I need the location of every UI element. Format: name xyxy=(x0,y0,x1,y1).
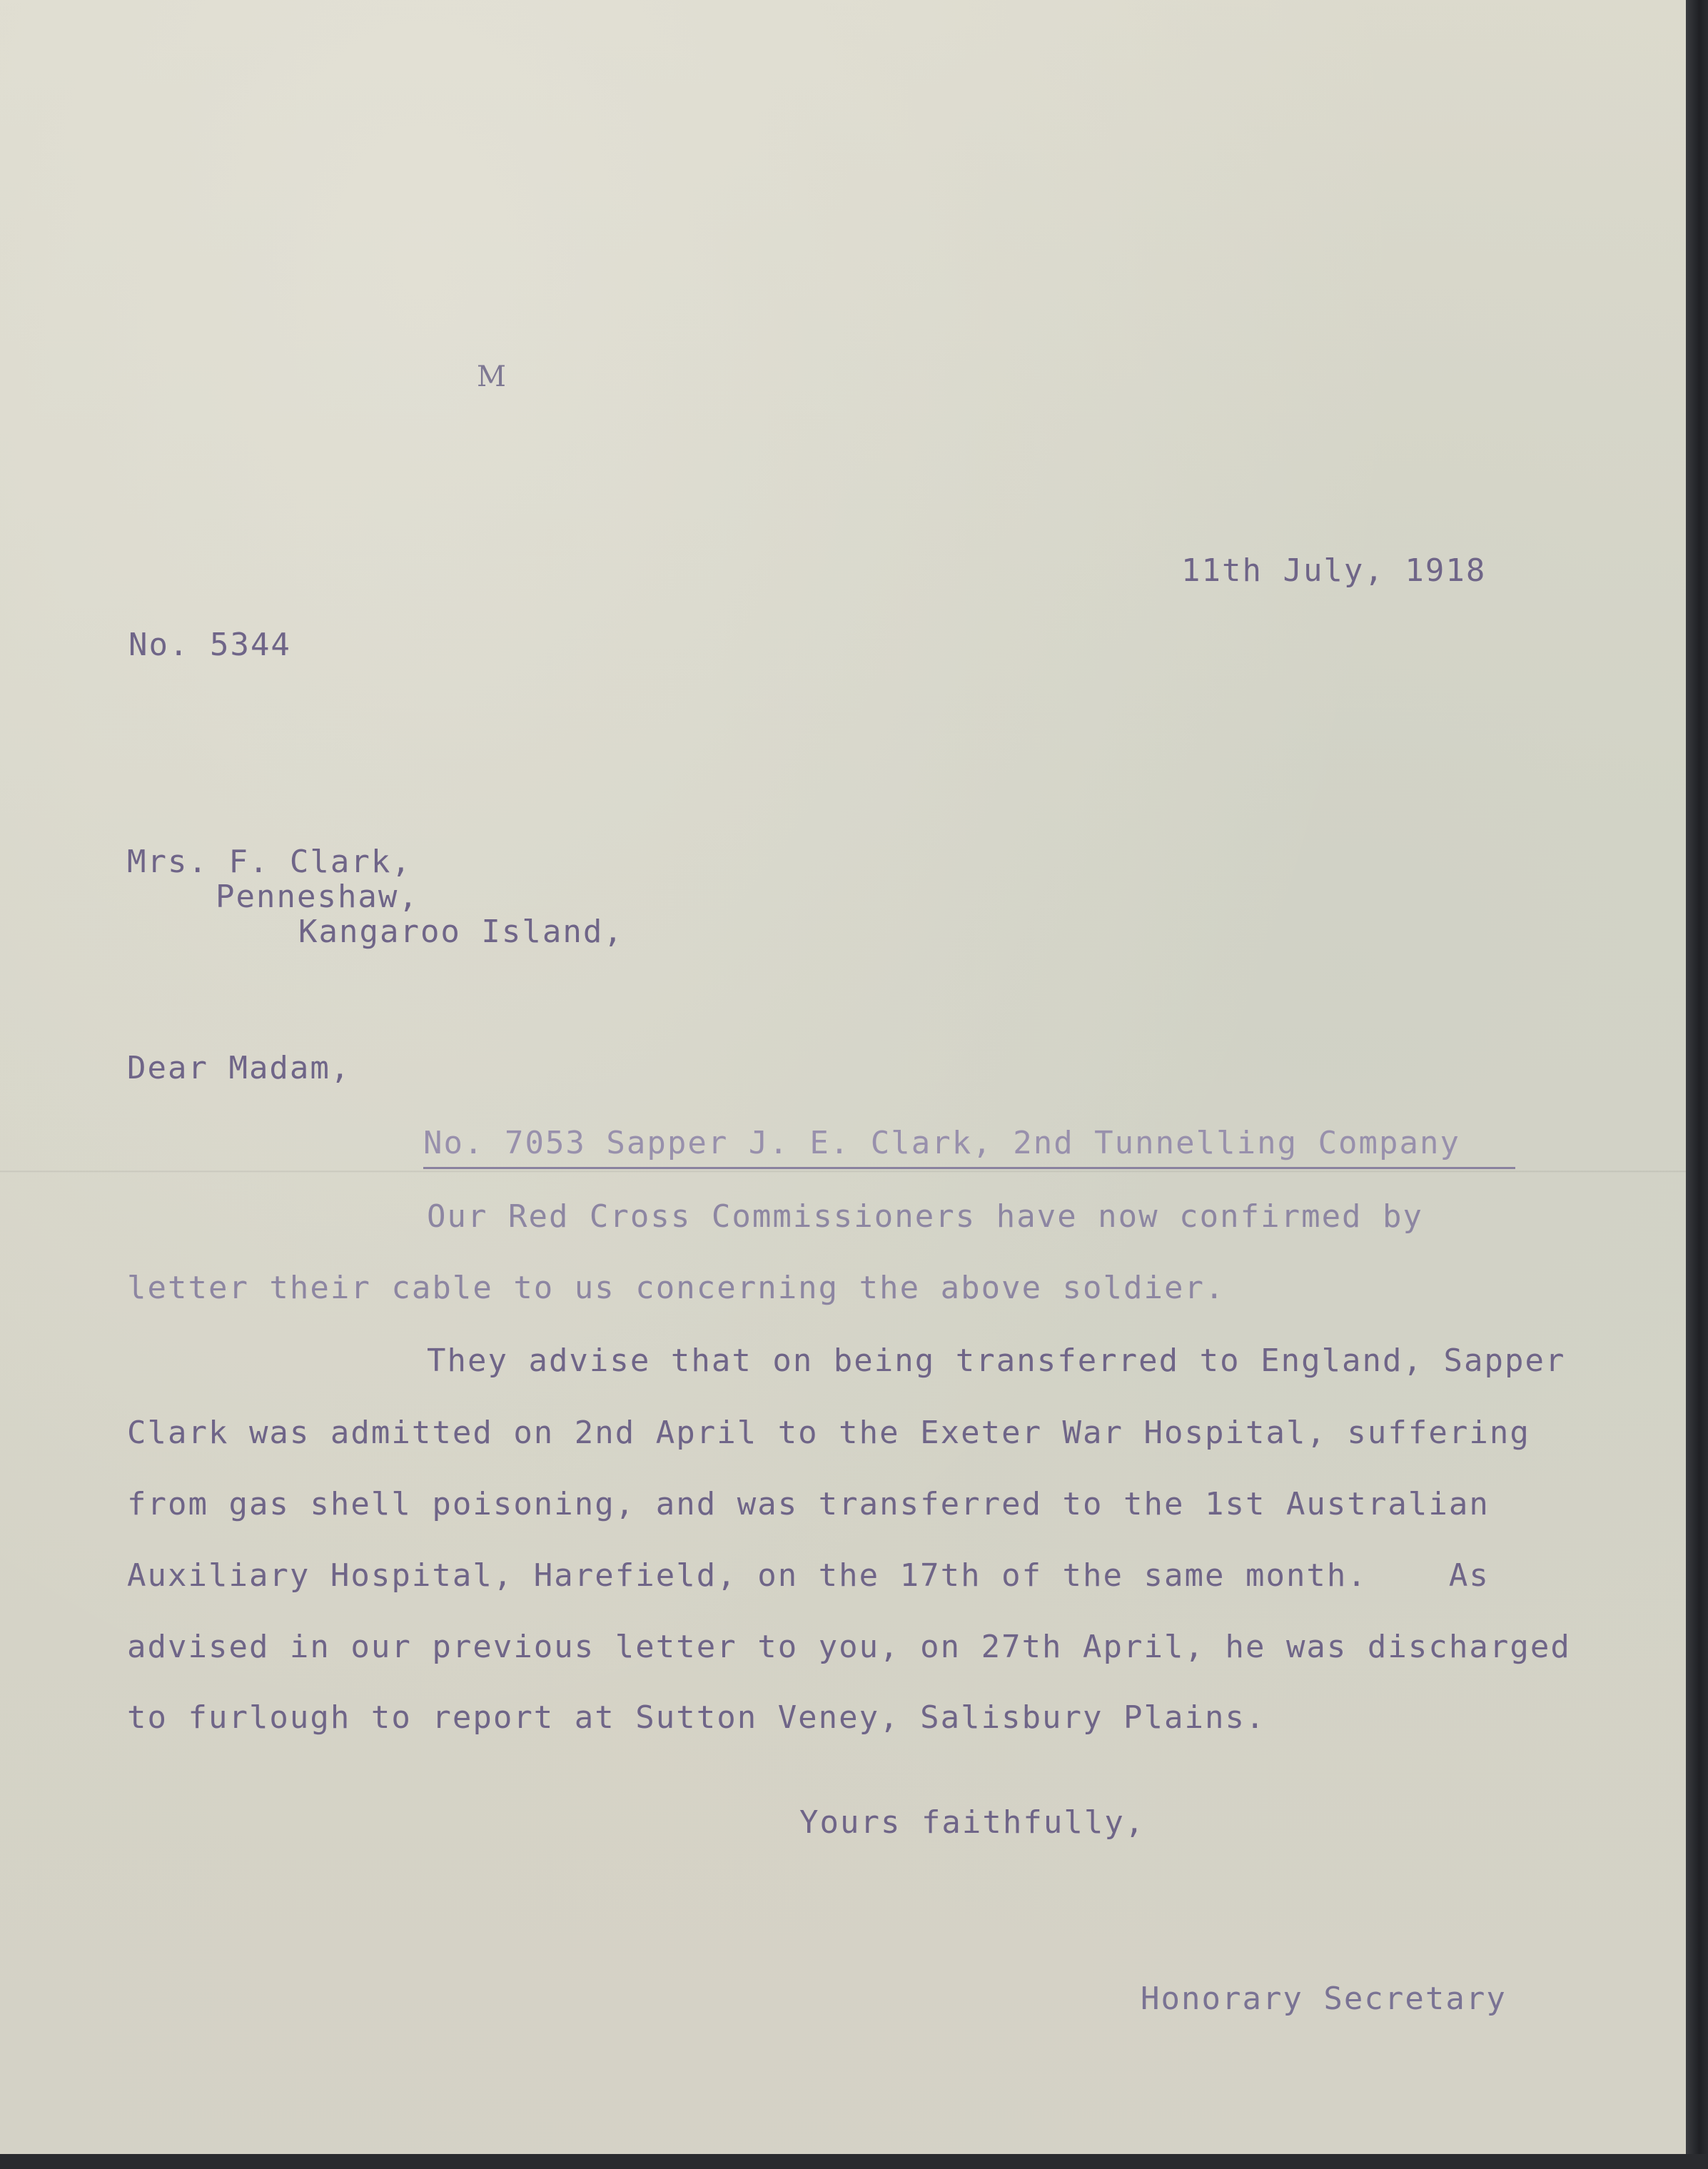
paper-fold xyxy=(0,1171,1686,1173)
body-line: from gas shell poisoning, and was transferred to the 1st Australian xyxy=(127,1486,1490,1522)
subject-underline xyxy=(423,1167,1515,1169)
recipient-name: Mrs. F. Clark, xyxy=(127,844,412,880)
body-line: Our Red Cross Commissioners have now confirmed by xyxy=(427,1198,1424,1235)
letter-date: 11th July, 1918 xyxy=(1181,552,1487,589)
scan-edge-right xyxy=(1686,0,1708,2169)
body-line: Auxiliary Hospital, Harefield, on the 17th of the same month. As xyxy=(127,1557,1490,1594)
scan-edge-bottom xyxy=(0,2154,1708,2169)
body-line: advised in our previous letter to you, on 27th April, he was discharged xyxy=(127,1629,1571,1665)
signature-title: Honorary Secretary xyxy=(1141,1981,1507,2017)
body-line: letter their cable to us concerning the above soldier. xyxy=(127,1270,1226,1306)
recipient-region: Kangaroo Island, xyxy=(298,914,624,950)
salutation: Dear Madam, xyxy=(127,1050,351,1086)
closing: Yours faithfully, xyxy=(799,1804,1146,1841)
body-line: Clark was admitted on 2nd April to the Exeter War Hospital, suffering xyxy=(127,1415,1530,1451)
subject-line: No. 7053 Sapper J. E. Clark, 2nd Tunnelling Company xyxy=(423,1125,1461,1161)
body-line: to furlough to report at Sutton Veney, Salisbury Plains. xyxy=(127,1699,1266,1736)
recipient-town: Penneshaw, xyxy=(216,879,419,915)
body-line: They advise that on being transferred to England, Sapper xyxy=(427,1343,1566,1379)
reference-number: No. 5344 xyxy=(128,627,291,663)
file-mark: M xyxy=(477,360,507,393)
